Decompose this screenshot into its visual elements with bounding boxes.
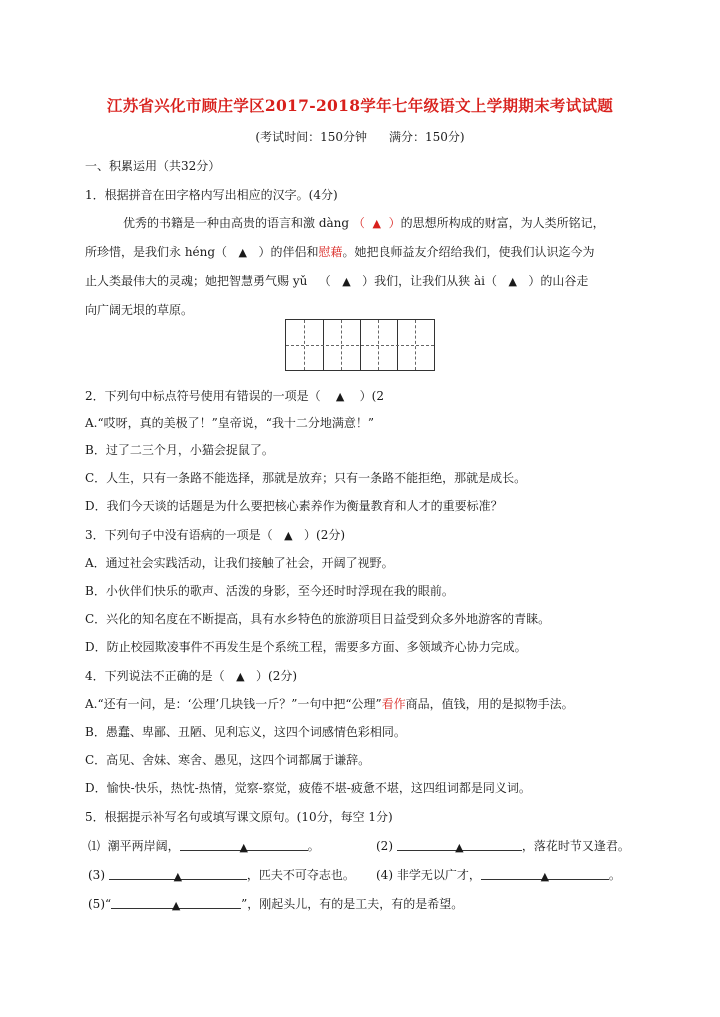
q5-item-4: (4) 非学无以广才， ▲ 。 bbox=[376, 868, 621, 883]
q4-option-b: B．愚蠢、卑鄙、丑陋、见利忘义，这四个词感情色彩相同。 bbox=[85, 725, 406, 739]
answer-marker: ▲ bbox=[455, 841, 464, 854]
q3-option-b: B．小伙伴们快乐的歌声、活泼的身影，至今还时时浮现在我的眼前。 bbox=[85, 584, 454, 598]
answer-marker: ▲ bbox=[342, 275, 351, 288]
q4-option-a: A.“还有一问，是：‘公理’几块钱一斤？”一句中把“公理”看作商品，值钱，用的是拟物手法。 bbox=[85, 697, 574, 711]
q1-stem: 1．根据拼音在田字格内写出相应的汉字。(4分) bbox=[85, 188, 338, 202]
answer-marker: ▲ bbox=[171, 899, 181, 912]
highlighted-word: 慰藉 bbox=[318, 245, 343, 259]
q2-option-a: A.“哎呀，真的美极了！”皇帝说，“我十二分地满意！” bbox=[85, 416, 375, 430]
answer-marker: ▲ bbox=[372, 217, 382, 230]
fill-blank-2[interactable] bbox=[397, 838, 522, 854]
answer-marker: ▲ bbox=[284, 529, 293, 542]
highlighted-word: 看作 bbox=[381, 697, 406, 711]
section-heading: 一、积累运用（共32分） bbox=[85, 159, 221, 173]
answer-marker: ▲ bbox=[508, 275, 517, 288]
q3-stem: 3．下列句子中没有语病的一项是（ ▲ ）(2分) bbox=[85, 528, 346, 542]
answer-marker: ▲ bbox=[236, 670, 245, 683]
answer-marker: ▲ bbox=[238, 246, 247, 259]
answer-marker: ▲ bbox=[540, 870, 550, 883]
q5-item-2: (2) ▲ ，落花时节又逢君。 bbox=[376, 839, 630, 854]
q5-item-5: (5)“ ▲ ”，刚起头儿，有的是工夫，有的是希望。 bbox=[88, 897, 464, 912]
exam-time: (考试时间：150分钟 bbox=[255, 130, 367, 144]
q1-paragraph-line-1: 优秀的书籍是一种由高贵的语言和激 dàng （ ▲ ）的思想所构成的财富，为人类所铭记， bbox=[123, 216, 605, 230]
exam-title: 江苏省兴化市顾庄学区2017-2018学年七年级语文上学期期末考试试题 bbox=[106, 96, 614, 115]
exam-subtitle bbox=[0, 128, 720, 145]
q1-paragraph-line-4: 向广阔无垠的草原。 bbox=[85, 303, 194, 317]
q3-option-c: C．兴化的知名度在不断提高，具有水乡特色的旅游项目日益受到众多外地游客的青睐。 bbox=[85, 612, 551, 626]
q1-paragraph-line-3: 止人类最伟大的灵魂；她把智慧勇气赐 yǔ （ ▲ ）我们，让我们从狭 ài（ ▲ ）的山谷走 bbox=[85, 274, 589, 288]
q5-item-3: (3) ▲ ，匹夫不可夺志也。 bbox=[88, 868, 355, 883]
q2-option-c: C．人生，只有一条路不能选择，那就是放弃；只有一条路不能拒绝，那就是成长。 bbox=[85, 471, 527, 485]
q5-item-1: ⑴ 潮平两岸阔， ▲ 。 bbox=[88, 839, 320, 854]
q4-option-c: C．高见、舍妹、寒舍、愚见，这四个词都属于谦辞。 bbox=[85, 753, 371, 767]
q4-option-d: D．愉快-快乐，热忱-热情，觉察-察觉，疲倦不堪-疲惫不堪，这四组词都是同义词。 bbox=[85, 781, 531, 795]
q2-option-b: B．过了二三个月，小猫会捉鼠了。 bbox=[85, 443, 274, 457]
answer-marker: ▲ bbox=[173, 870, 183, 883]
tianzige-grid[interactable] bbox=[285, 319, 435, 371]
answer-marker: ▲ bbox=[335, 390, 345, 403]
fill-blank-5[interactable] bbox=[111, 896, 241, 912]
exam-score: 满分：150分) bbox=[389, 130, 465, 144]
q3-option-d: D．防止校园欺凌事件不再发生是个系统工程，需要多方面、多领域齐心协力完成。 bbox=[85, 640, 527, 654]
q3-option-a: A．通过社会实践活动，让我们接触了社会，开阔了视野。 bbox=[85, 556, 394, 570]
q4-stem: 4．下列说法不正确的是（ ▲ ）(2分) bbox=[85, 669, 298, 683]
q2-option-d: D．我们今天谈的话题是为什么要把核心素养作为衡量教育和人才的重要标准？ bbox=[85, 499, 503, 513]
answer-marker: ▲ bbox=[239, 841, 248, 854]
q5-stem: 5．根据提示补写名句或填写课文原句。(10分，每空 1分) bbox=[85, 810, 393, 824]
q1-paragraph-line-2: 所珍惜，是我们永 héng（ ▲ ）的伴侣和慰藉。她把良师益友介绍给我们，使我们认识迄今为 bbox=[85, 245, 595, 259]
q2-stem: 2．下列句中标点符号使用有错误的一项是（ ▲ ）(2 bbox=[85, 389, 384, 403]
